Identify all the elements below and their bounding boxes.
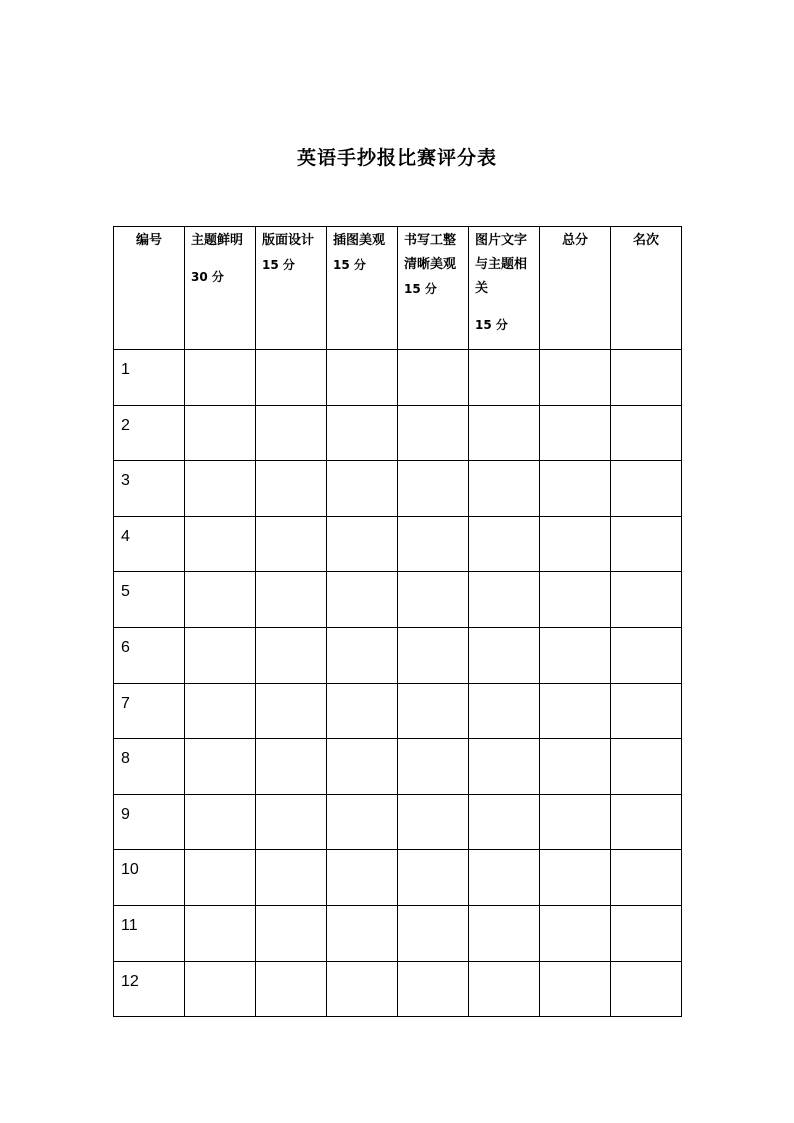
score-cell[interactable]	[540, 905, 611, 961]
score-cell[interactable]	[469, 683, 540, 739]
row-number: 1	[121, 361, 130, 378]
table-row	[114, 350, 682, 406]
header-cell-relevance	[469, 227, 540, 350]
score-cell[interactable]	[540, 961, 611, 1017]
header-row	[114, 227, 682, 350]
score-cell[interactable]	[540, 461, 611, 517]
header-label: 版面设计	[262, 233, 315, 248]
score-cell[interactable]	[327, 850, 398, 906]
row-number-cell	[114, 350, 185, 406]
score-cell[interactable]	[611, 961, 682, 1017]
score-cell[interactable]	[540, 850, 611, 906]
row-number-cell	[114, 683, 185, 739]
score-cell[interactable]	[398, 961, 469, 1017]
header-cell-handwriting	[398, 227, 469, 350]
row-number-cell	[114, 516, 185, 572]
score-cell[interactable]	[327, 683, 398, 739]
score-cell[interactable]	[540, 627, 611, 683]
score-cell[interactable]	[469, 905, 540, 961]
table-row	[114, 794, 682, 850]
table-row	[114, 627, 682, 683]
score-cell[interactable]	[185, 850, 256, 906]
score-cell[interactable]	[540, 794, 611, 850]
score-cell[interactable]	[469, 405, 540, 461]
table-row	[114, 461, 682, 517]
score-table	[113, 226, 682, 1017]
score-cell[interactable]	[256, 905, 327, 961]
score-cell[interactable]	[469, 739, 540, 795]
row-number: 8	[121, 750, 130, 768]
row-number: 2	[121, 416, 130, 434]
score-cell[interactable]	[185, 405, 256, 461]
score-cell[interactable]	[256, 627, 327, 683]
header-label: 名次	[632, 233, 659, 248]
header-score: 15 分	[333, 258, 366, 272]
score-cell[interactable]	[611, 405, 682, 461]
score-cell[interactable]	[611, 683, 682, 739]
score-cell[interactable]	[398, 683, 469, 739]
score-cell[interactable]	[327, 350, 398, 406]
row-number: 10	[121, 861, 139, 879]
score-cell[interactable]	[327, 461, 398, 517]
header-cell-layout	[256, 227, 327, 350]
score-cell[interactable]	[398, 739, 469, 795]
score-cell[interactable]	[185, 350, 256, 406]
score-cell[interactable]	[398, 850, 469, 906]
score-cell[interactable]	[185, 739, 256, 795]
row-number-cell	[114, 572, 185, 628]
score-cell[interactable]	[540, 350, 611, 406]
row-number-cell	[114, 405, 185, 461]
row-number-cell	[114, 627, 185, 683]
header-label: 主题鲜明	[191, 233, 244, 248]
score-cell[interactable]	[611, 794, 682, 850]
score-cell[interactable]	[256, 850, 327, 906]
score-cell[interactable]	[398, 516, 469, 572]
score-cell[interactable]	[185, 516, 256, 572]
row-number-cell	[114, 794, 185, 850]
header-label: 编号	[135, 233, 162, 248]
score-cell[interactable]	[256, 683, 327, 739]
header-label: 图片文字与主题相关	[475, 233, 528, 296]
table-row	[114, 683, 682, 739]
header-cell-number	[114, 227, 185, 350]
score-cell[interactable]	[611, 350, 682, 406]
score-cell[interactable]	[327, 794, 398, 850]
score-cell[interactable]	[469, 627, 540, 683]
score-cell[interactable]	[185, 627, 256, 683]
score-cell[interactable]	[398, 905, 469, 961]
score-cell[interactable]	[327, 516, 398, 572]
score-cell[interactable]	[469, 850, 540, 906]
table-row	[114, 572, 682, 628]
score-cell[interactable]	[611, 461, 682, 517]
table-row	[114, 961, 682, 1017]
table-row	[114, 739, 682, 795]
score-cell[interactable]	[540, 516, 611, 572]
row-number-cell	[114, 961, 185, 1017]
header-label: 书写工整清晰美观	[404, 233, 457, 272]
score-cell[interactable]	[611, 905, 682, 961]
score-cell[interactable]	[256, 405, 327, 461]
score-cell[interactable]	[540, 683, 611, 739]
score-cell[interactable]	[327, 405, 398, 461]
score-cell[interactable]	[256, 572, 327, 628]
table-row	[114, 905, 682, 961]
score-cell[interactable]	[327, 961, 398, 1017]
score-cell[interactable]	[398, 627, 469, 683]
score-cell[interactable]	[398, 405, 469, 461]
score-cell[interactable]	[398, 461, 469, 517]
score-cell[interactable]	[185, 961, 256, 1017]
score-cell[interactable]	[469, 572, 540, 628]
score-cell[interactable]	[185, 683, 256, 739]
score-cell[interactable]	[611, 739, 682, 795]
row-number-cell	[114, 850, 185, 906]
score-cell[interactable]	[469, 794, 540, 850]
row-number: 12	[121, 972, 139, 990]
header-cell-theme	[185, 227, 256, 350]
score-cell[interactable]	[469, 350, 540, 406]
score-cell[interactable]	[611, 572, 682, 628]
table-row	[114, 405, 682, 461]
header-label: 总分	[561, 233, 588, 248]
score-cell[interactable]	[398, 350, 469, 406]
score-cell[interactable]	[327, 572, 398, 628]
score-cell[interactable]	[398, 572, 469, 628]
score-cell[interactable]	[256, 461, 327, 517]
score-cell[interactable]	[256, 350, 327, 406]
score-cell[interactable]	[185, 461, 256, 517]
score-cell[interactable]	[469, 516, 540, 572]
header-score: 15 分	[262, 258, 295, 272]
score-cell[interactable]	[611, 850, 682, 906]
row-number-cell	[114, 739, 185, 795]
row-number: 6	[121, 638, 130, 656]
score-cell[interactable]	[327, 739, 398, 795]
score-cell[interactable]	[540, 739, 611, 795]
row-number-cell	[114, 461, 185, 517]
score-cell[interactable]	[611, 516, 682, 572]
row-number-cell	[114, 905, 185, 961]
score-cell[interactable]	[611, 627, 682, 683]
header-cell-total	[540, 227, 611, 350]
header-cell-rank	[611, 227, 682, 350]
score-cell[interactable]	[256, 794, 327, 850]
header-score: 30 分	[191, 270, 224, 284]
table-row	[114, 516, 682, 572]
score-cell[interactable]	[398, 794, 469, 850]
row-number: 7	[121, 694, 130, 712]
score-cell[interactable]	[327, 627, 398, 683]
row-number: 3	[121, 472, 130, 490]
score-cell[interactable]	[469, 461, 540, 517]
score-cell[interactable]	[256, 516, 327, 572]
score-cell[interactable]	[185, 794, 256, 850]
page-title: 英语手抄报比赛评分表	[296, 147, 497, 169]
table-row	[114, 850, 682, 906]
header-score: 15 分	[404, 282, 437, 296]
score-cell[interactable]	[540, 405, 611, 461]
score-cell[interactable]	[256, 739, 327, 795]
header-cell-illustration	[327, 227, 398, 350]
header-score: 15 分	[475, 318, 508, 332]
row-number: 11	[121, 916, 138, 934]
score-cell[interactable]	[327, 905, 398, 961]
header-label: 插图美观	[333, 233, 386, 248]
row-number: 5	[121, 583, 130, 601]
row-number: 9	[121, 805, 130, 823]
row-number: 4	[121, 527, 130, 545]
score-cell[interactable]	[256, 961, 327, 1017]
score-cell[interactable]	[540, 572, 611, 628]
score-cell[interactable]	[185, 905, 256, 961]
score-cell[interactable]	[469, 961, 540, 1017]
score-cell[interactable]	[185, 572, 256, 628]
